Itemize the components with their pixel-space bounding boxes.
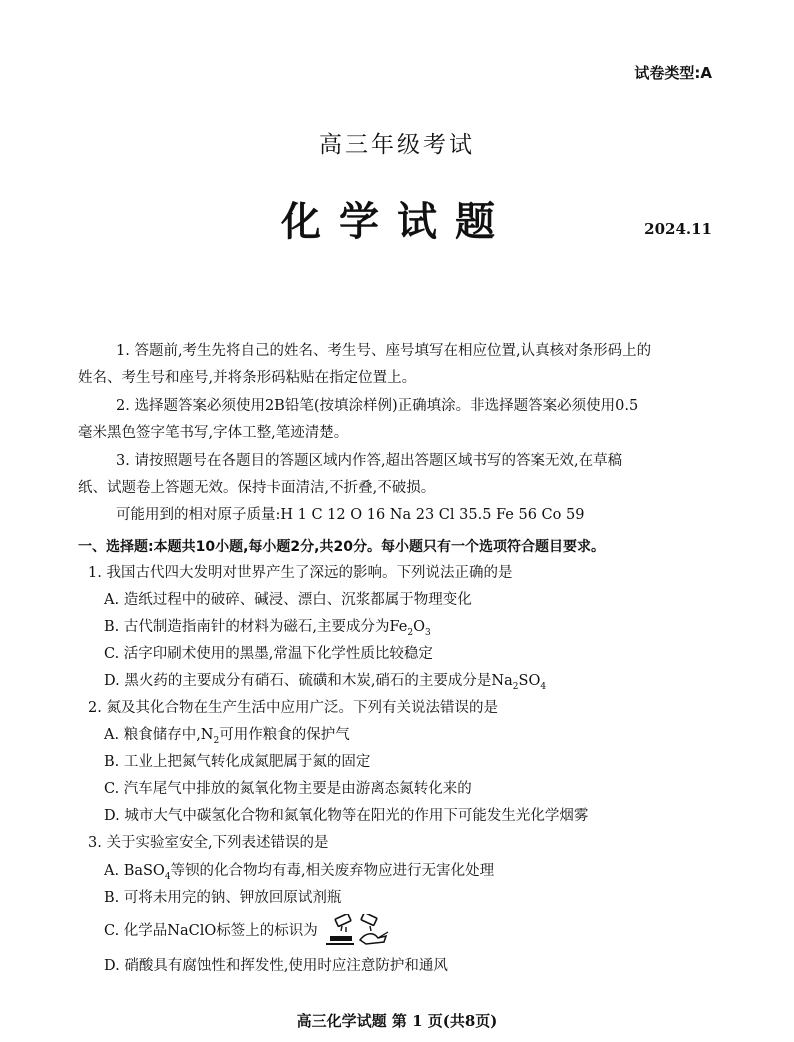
q1-option-b xyxy=(104,617,431,643)
paper-type: 试卷类型:A xyxy=(634,64,712,82)
notice-item-1-line-1: 1. 答题前,考生先将自己的姓名、考生号、座号填写在相应位置,认真核对条形码上的 xyxy=(116,343,652,359)
notice-item-2-line-2: 毫米黑色签字笔书写,字体工整,笔迹清楚。 xyxy=(78,425,349,441)
q3-option-c xyxy=(104,914,396,948)
notice-item-2-line-1: 2. 选择题答案必须使用2B铅笔(按填涂样例)正确填涂。非选择题答案必须使用0.5 xyxy=(116,398,639,414)
exam-subtitle: 高三年级考试 xyxy=(319,132,475,158)
q1-option-b-sub1: 2 xyxy=(407,627,414,638)
q3-option-a-post: 等钡的化合物均有毒,相关废弃物应进行无害化处理 xyxy=(170,863,495,879)
q2-option-b: B. 工业上把氮气转化成氮肥属于氮的固定 xyxy=(104,754,371,770)
q2-option-a xyxy=(104,725,350,751)
atomic-masses: 可能用到的相对原子质量:H 1 C 12 O 16 Na 23 Cl 35.5 Fe 56 Co 59 xyxy=(116,507,585,523)
q3-option-a-sub: 4 xyxy=(164,871,171,882)
section-1-heading: 一、选择题:本题共10小题,每小题2分,共20分。每小题只有一个选项符合题目要求。 xyxy=(78,539,605,555)
q3-option-a-pre: A. BaSO xyxy=(104,863,165,879)
q2-option-c: C. 汽车尾气中排放的氮氧化物主要是由游离态氮转化来的 xyxy=(104,781,472,797)
q2-option-a-sub: 2 xyxy=(213,735,220,746)
q1-option-d-mid: SO xyxy=(518,673,541,689)
q1-option-b-sub2: 3 xyxy=(424,627,431,638)
exam-title: 化学试题 xyxy=(281,198,513,245)
page-footer: 高三化学试题 第 1 页(共8页) xyxy=(296,1012,498,1030)
q1-option-d-sub1: 2 xyxy=(512,681,519,692)
q1-option-d-sub2: 4 xyxy=(540,681,547,692)
q1-option-c: C. 活字印刷术使用的黑墨,常温下化学性质比较稳定 xyxy=(104,646,433,662)
q3-stem: 3. 关于实验室安全,下列表述错误的是 xyxy=(88,835,329,851)
q3-option-d: D. 硝酸具有腐蚀性和挥发性,使用时应注意防护和通风 xyxy=(104,958,448,974)
q3-option-a xyxy=(104,861,494,887)
q1-option-d xyxy=(104,671,546,697)
q2-option-a-pre: A. 粮食储存中,N xyxy=(104,727,214,743)
q3-option-b: B. 可将未用完的钠、钾放回原试剂瓶 xyxy=(104,890,342,906)
notice-item-3-line-1: 3. 请按照题号在各题目的答题区域内作答,超出答题区域书写的答案无效,在草稿 xyxy=(116,453,623,469)
q1-stem: 1. 我国古代四大发明对世界产生了深远的影响。下列说法正确的是 xyxy=(88,565,513,581)
q2-stem: 2. 氮及其化合物在生产生活中应用广泛。下列有关说法错误的是 xyxy=(88,700,498,716)
q2-option-d: D. 城市大气中碳氢化合物和氮氧化物等在阳光的作用下可能发生光化学烟雾 xyxy=(104,808,589,824)
exam-date: 2024.11 xyxy=(644,220,712,238)
q1-option-b-mid: O xyxy=(413,619,425,635)
q1-option-b-text: B. 古代制造指南针的材料为磁石,主要成分为Fe xyxy=(104,619,408,635)
q3-option-c-text: C. 化学品NaClO标签上的标识为 xyxy=(104,923,318,939)
q1-option-d-text: D. 黑火药的主要成分有硝石、硫磺和木炭,硝石的主要成分是Na xyxy=(104,673,513,689)
corrosive-hazard-icon xyxy=(326,914,396,948)
notice-item-3-line-2: 纸、试题卷上答题无效。保持卡面清洁,不折叠,不破损。 xyxy=(78,480,436,496)
q1-option-a: A. 造纸过程中的破碎、碱浸、漂白、沉浆都属于物理变化 xyxy=(104,592,472,608)
notice-item-1-line-2: 姓名、考生号和座号,并将条形码粘贴在指定位置上。 xyxy=(78,370,417,386)
q2-option-a-post: 可用作粮食的保护气 xyxy=(219,727,350,743)
